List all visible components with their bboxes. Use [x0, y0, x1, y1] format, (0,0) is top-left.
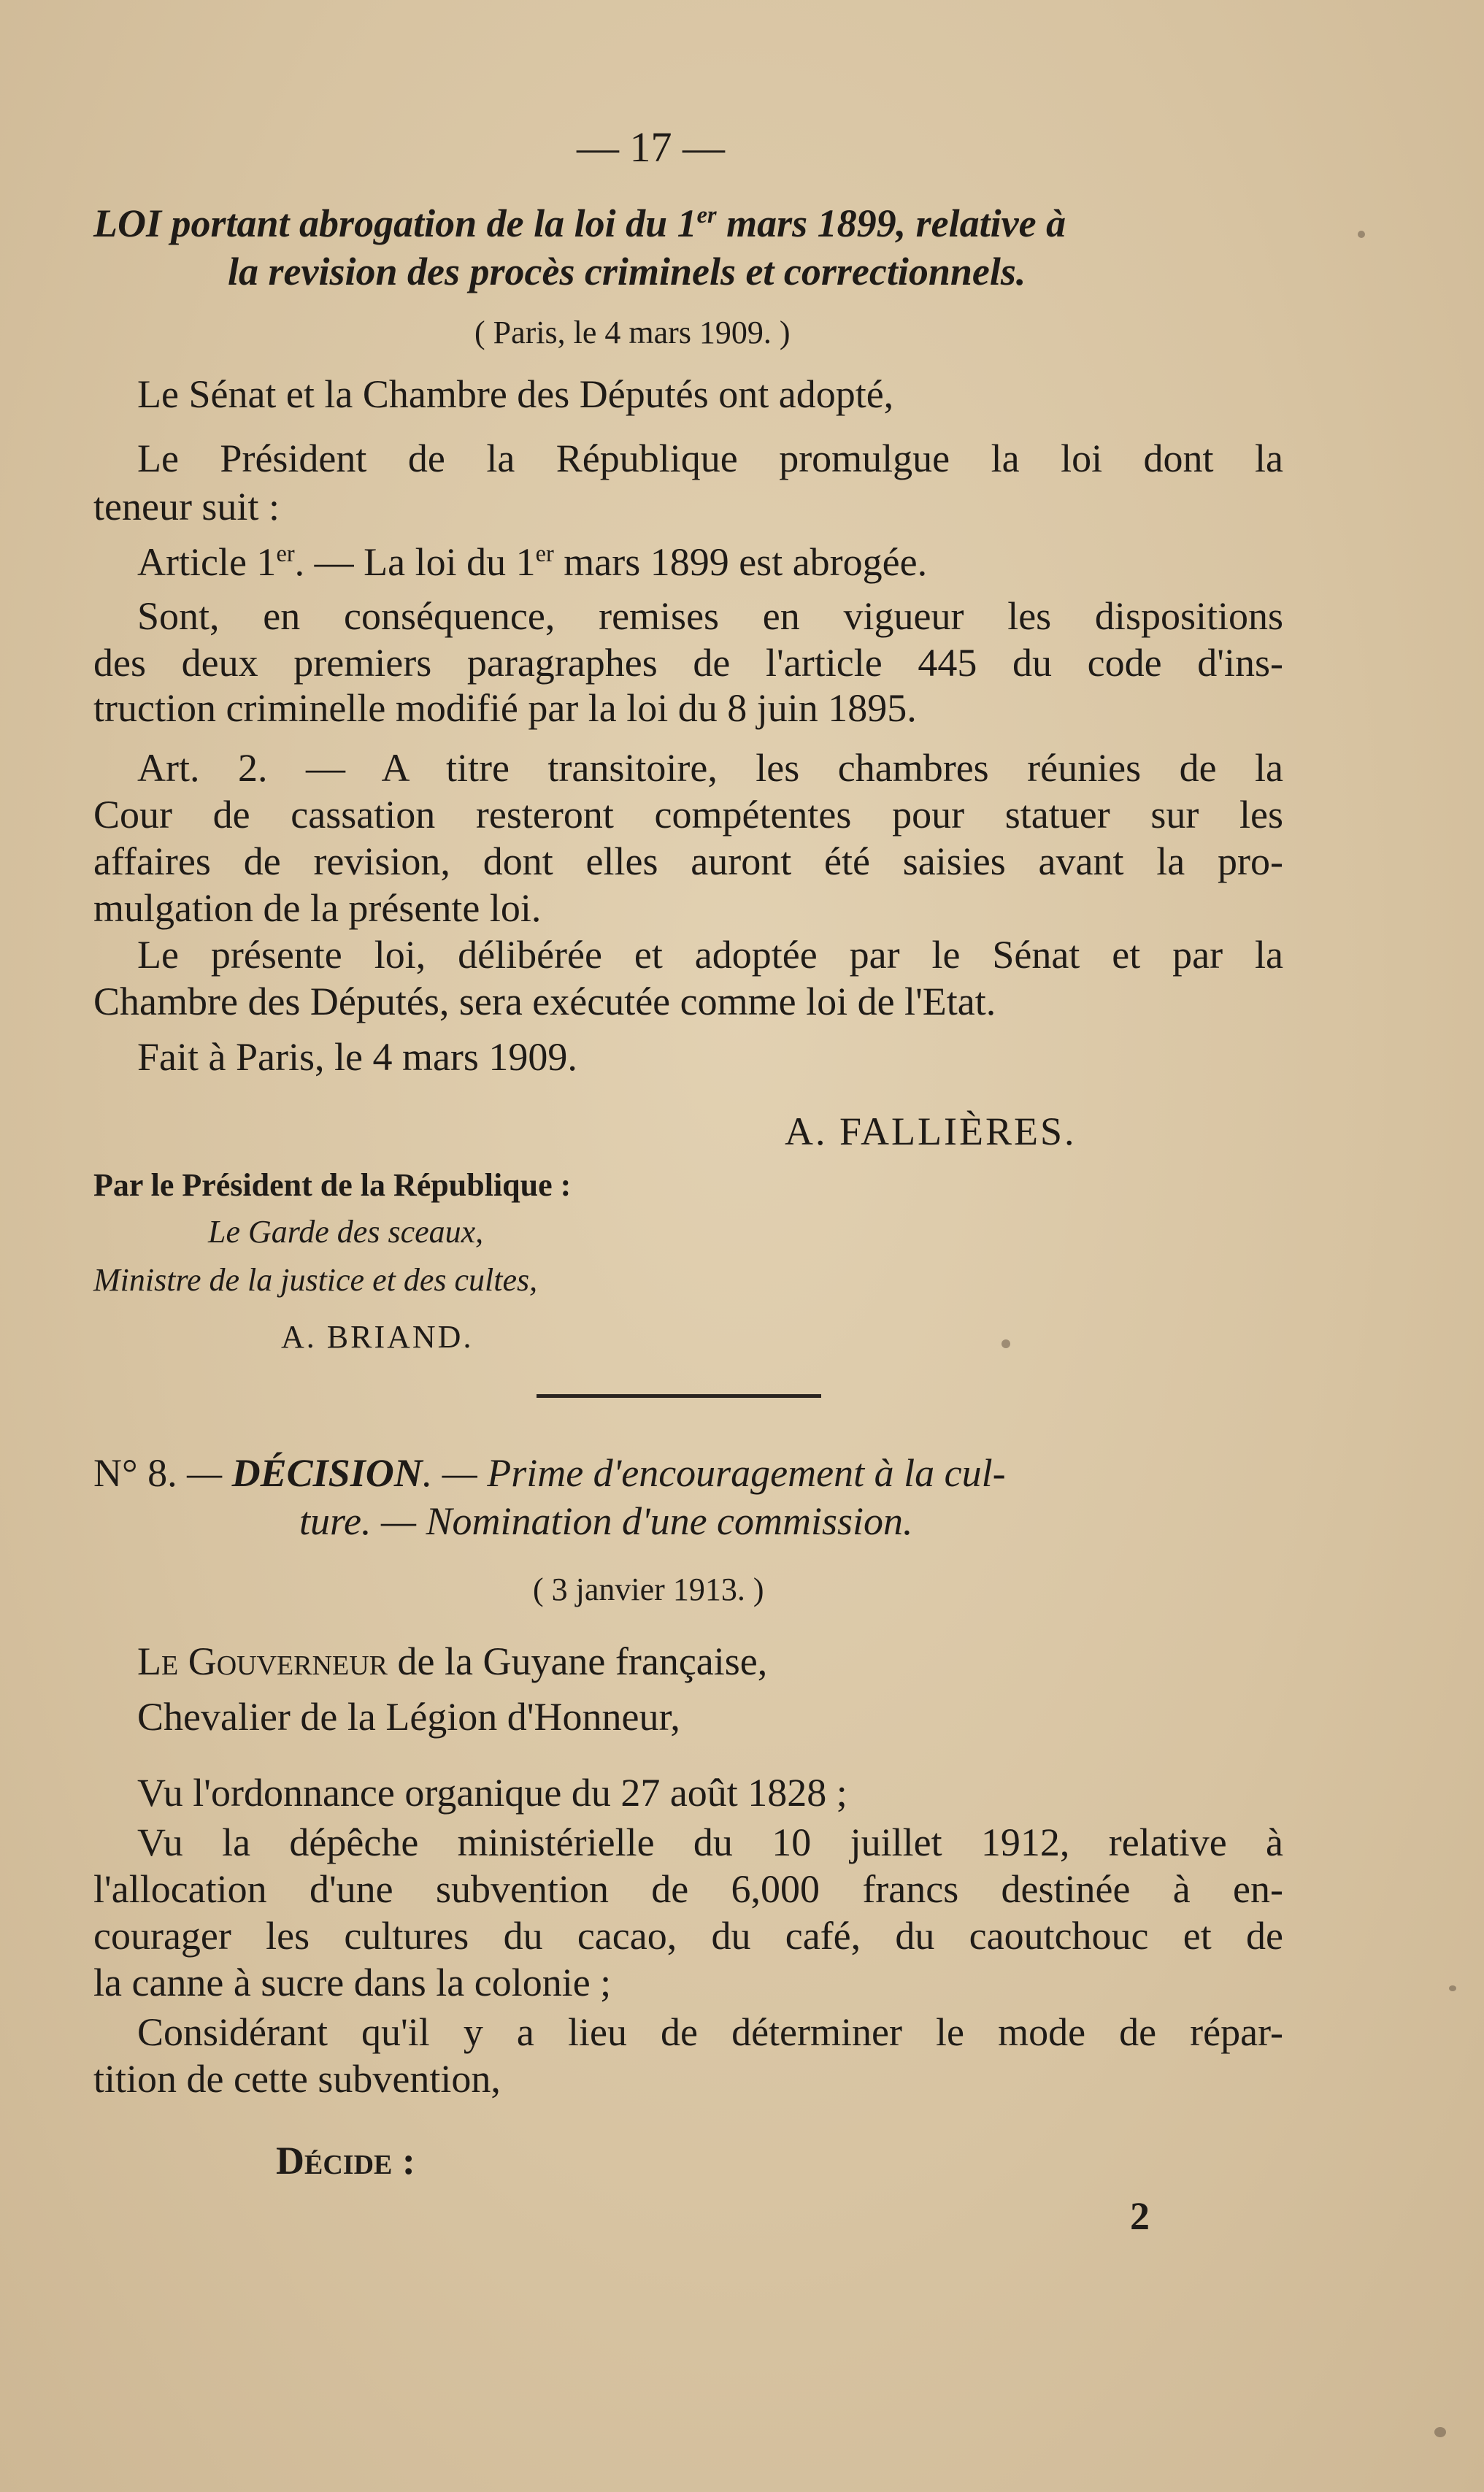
page-number: — 17 — — [577, 123, 725, 171]
vu-ordonnance: Vu l'ordonnance organique du 27 août 1828 ; — [137, 1771, 847, 1815]
law-paragraph-3-line-2: des deux premiers paragraphes de l'article 445 du code d'ins- — [93, 641, 1283, 685]
vu-depeche-line-4: la canne à sucre dans la colonie ; — [93, 1961, 612, 2004]
law-paragraph-2-line-1: Le Président de la République promulgue la loi dont la — [137, 437, 1283, 480]
decision-number: N° 8. — [93, 1451, 177, 1495]
law-article-1: Article 1er. — La loi du 1er mars 1899 est abrogée. — [137, 540, 928, 584]
vu-depeche-line-2: l'allocation d'une subvention de 6,000 francs destinée à en- — [93, 1867, 1283, 1911]
law-paragraph-4-line-1: Le présente loi, délibérée et adoptée par le Sénat et par la — [137, 933, 1283, 977]
law-title-line-1: LOI portant abrogation de la loi du 1er mars 1899, relative à — [93, 201, 1066, 245]
by-president: Par le Président de la République : — [93, 1167, 572, 1203]
paper-speck — [1449, 1985, 1456, 1991]
decide-label: Décide : — [276, 2139, 415, 2183]
paper-speck — [1001, 1339, 1010, 1348]
vu-depeche-line-1: Vu la dépêche ministérielle du 10 juillet 1912, relative à — [137, 1820, 1283, 1864]
paper-speck — [1434, 2427, 1446, 2437]
section-divider — [537, 1394, 821, 1398]
law-paragraph-3-line-1: Sont, en conséquence, remises en vigueur les dispositions — [137, 594, 1283, 638]
decision-heading-line-1: N° 8. — DÉCISION. — Prime d'encouragement à la cul- — [93, 1451, 1006, 1495]
countersign-briand: A. BRIAND. — [281, 1319, 474, 1355]
considerant-line-2: tition de cette subvention, — [93, 2057, 501, 2101]
considerant-line-1: Considérant qu'il y a lieu de déterminer le mode de répar- — [137, 2010, 1283, 2054]
signature-mark: 2 — [1130, 2194, 1150, 2238]
paper-speck — [1358, 231, 1365, 238]
minister-title: Ministre de la justice et des cultes, — [93, 1262, 538, 1298]
governor-line: Le Gouverneur de la Guyane française, — [137, 1639, 768, 1683]
law-paragraph-3-line-3: truction criminelle modifié par la loi du 8 juin 1895. — [93, 686, 917, 730]
decision-heading-line-2: ture. — Nomination d'une commission. — [299, 1499, 913, 1543]
decision-date: ( 3 janvier 1913. ) — [533, 1572, 764, 1607]
law-title-line-2: la revision des procès criminels et correctionnels. — [228, 250, 1026, 293]
law-article-2-line-3: affaires de revision, dont elles auront été saisies avant la pro- — [93, 839, 1283, 883]
law-article-2-line-4: mulgation de la présente loi. — [93, 886, 542, 930]
law-date: ( Paris, le 4 mars 1909. ) — [474, 315, 791, 350]
law-article-2-line-1: Art. 2. — A titre transitoire, les chambres réunies de la — [137, 746, 1283, 790]
law-done-at: Fait à Paris, le 4 mars 1909. — [137, 1035, 577, 1079]
law-paragraph-1: Le Sénat et la Chambre des Députés ont adopté, — [137, 372, 894, 416]
law-paragraph-4-line-2: Chambre des Députés, sera exécutée comme loi de l'Etat. — [93, 980, 996, 1023]
law-article-2-line-2: Cour de cassation resteront compétentes pour statuer sur les — [93, 793, 1283, 837]
vu-depeche-line-3: courager les cultures du cacao, du café, du caoutchouc et de — [93, 1914, 1283, 1958]
keeper-of-seals: Le Garde des sceaux, — [208, 1214, 484, 1250]
signature-fallieres: A. FALLIÈRES. — [785, 1110, 1077, 1153]
law-paragraph-2-line-2: teneur suit : — [93, 485, 280, 528]
chevalier-line: Chevalier de la Légion d'Honneur, — [137, 1695, 680, 1739]
